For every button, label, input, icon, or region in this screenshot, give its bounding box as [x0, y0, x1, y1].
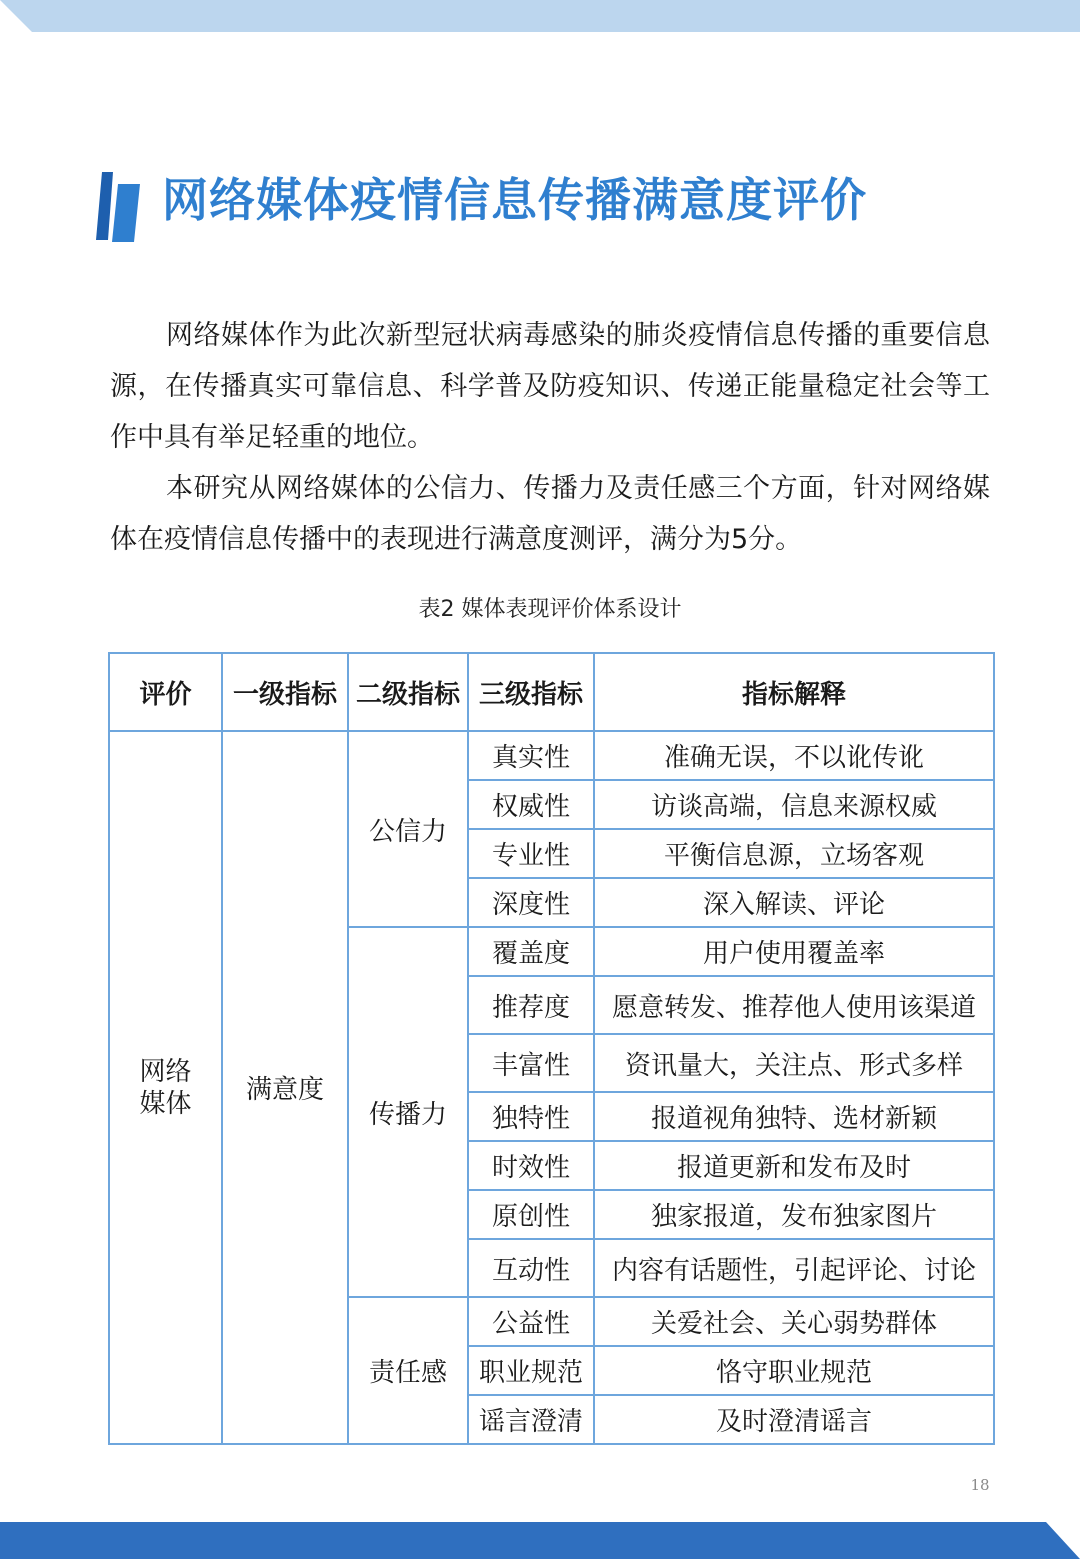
header-level1: 一级指标 [222, 653, 348, 731]
cell-explanation: 愿意转发、推荐他人使用该渠道 [594, 976, 994, 1034]
header-level3: 三级指标 [468, 653, 594, 731]
cell-explanation: 内容有话题性，引起评论、讨论 [594, 1239, 994, 1297]
cell-explanation: 关爱社会、关心弱势群体 [594, 1297, 994, 1346]
cell-level3: 公益性 [468, 1297, 594, 1346]
paragraph-2: 本研究从网络媒体的公信力、传播力及责任感三个方面，针对网络媒体在疫情信息传播中的表现进行满意度测评，满分为5分。 [110, 473, 990, 555]
cell-level3: 职业规范 [468, 1346, 594, 1395]
table-row [109, 731, 994, 780]
cell-level3: 真实性 [468, 731, 594, 780]
table-header-row [109, 653, 994, 731]
cell-level3: 丰富性 [468, 1034, 594, 1092]
cell-explanation: 访谈高端，信息来源权威 [594, 780, 994, 829]
cell-level2-credibility: 公信力 [348, 731, 468, 927]
table-caption: 表2 媒体表现评价体系设计 [418, 597, 682, 622]
cell-level3: 权威性 [468, 780, 594, 829]
title-accent-icon [96, 170, 146, 244]
cell-evaluation: 网络媒体 [109, 731, 222, 1444]
cell-explanation: 用户使用覆盖率 [594, 927, 994, 976]
paragraph-1: 网络媒体作为此次新型冠状病毒感染的肺炎疫情信息传播的重要信息源，在传播真实可靠信息、科学普及防疫知识、传递正能量稳定社会等工作中具有举足轻重的地位。 [110, 320, 990, 453]
cell-level3: 专业性 [468, 829, 594, 878]
cell-level2-responsibility: 责任感 [348, 1297, 468, 1444]
cell-level3: 互动性 [468, 1239, 594, 1297]
top-decorative-band [0, 0, 1080, 32]
cell-explanation: 恪守职业规范 [594, 1346, 994, 1395]
cell-level3: 推荐度 [468, 976, 594, 1034]
cell-level3: 深度性 [468, 878, 594, 927]
cell-level2-reach: 传播力 [348, 927, 468, 1297]
cell-explanation: 深入解读、评论 [594, 878, 994, 927]
cell-explanation: 独家报道，发布独家图片 [594, 1190, 994, 1239]
evaluation-table [108, 652, 995, 1445]
header-evaluation: 评价 [109, 653, 222, 731]
page-title: 网络媒体疫情信息传播满意度评价 [162, 173, 867, 227]
cell-explanation: 准确无误，不以讹传讹 [594, 731, 994, 780]
cell-explanation: 报道视角独特、选材新颖 [594, 1092, 994, 1141]
cell-level3: 谣言澄清 [468, 1395, 594, 1444]
body-text [110, 310, 990, 565]
cell-explanation: 平衡信息源，立场客观 [594, 829, 994, 878]
page-number: 18 [970, 1476, 990, 1494]
cell-explanation: 报道更新和发布及时 [594, 1141, 994, 1190]
cell-level3: 独特性 [468, 1092, 594, 1141]
cell-level3: 原创性 [468, 1190, 594, 1239]
bottom-decorative-band [0, 1522, 1080, 1559]
cell-level3: 覆盖度 [468, 927, 594, 976]
cell-level1: 满意度 [222, 731, 348, 1444]
cell-level3: 时效性 [468, 1141, 594, 1190]
cell-explanation: 及时澄清谣言 [594, 1395, 994, 1444]
header-explanation: 指标解释 [594, 653, 994, 731]
cell-explanation: 资讯量大，关注点、形式多样 [594, 1034, 994, 1092]
header-level2: 二级指标 [348, 653, 468, 731]
